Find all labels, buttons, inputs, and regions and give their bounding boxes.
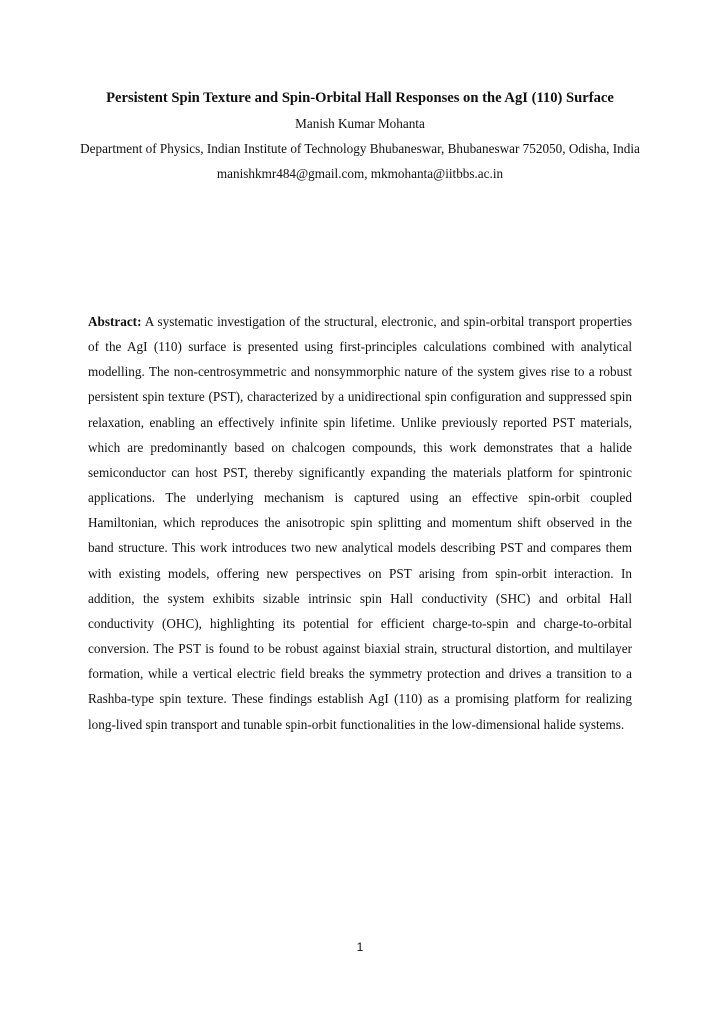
author-name: Manish Kumar Mohanta — [295, 116, 425, 131]
abstract-label: Abstract: — [88, 314, 142, 329]
paper-title: Persistent Spin Texture and Spin-Orbital Hall Responses on the AgI (110) Surface — [106, 90, 614, 106]
paper-header — [80, 86, 640, 186]
abstract-text: A systematic investigation of the structural, electronic, and spin-orbital transport properties of the AgI (110) surface is presented using first-principles calculations combined with analytical modelling. The non-centrosymmetric and nonsymmorphic nature of the system gives rise to a robust persistent spin texture (PST), characterized by a unidirectional spin configuration and suppressed spin relaxation, enabling an effectively infinite spin lifetime. Unlike previously reported PST materials, which are predominantly based on chalcogen compounds, this work demonstrates that a halide semiconductor can host PST, thereby significantly expanding the materials platform for spintronic applications. The underlying mechanism is captured using an effective spin-orbit coupled Hamiltonian, which reproduces the anisotropic spin splitting and momentum shift observed in the band structure. This work introduces two new analytical models describing PST and compares them with existing models, offering new perspectives on PST arising from spin-orbit interaction. In addition, the system exhibits sizable intrinsic spin Hall conductivity (SHC) and orbital Hall conductivity (OHC), highlighting its potential for efficient charge-to-spin and charge-to-orbital conversion. The PST is found to be robust against biaxial strain, structural distortion, and multilayer formation, while a vertical electric field breaks the symmetry protection and drives a transition to a Rashba-type spin texture. These findings establish AgI (110) as a promising platform for realizing long-lived spin transport and tunable spin-orbit functionalities in the low-dimensional halide systems. — [88, 314, 632, 732]
author-affiliation: Department of Physics, Indian Institute of Technology Bhubaneswar, Bhubaneswar 752050, Odisha, India — [80, 141, 640, 156]
page-number: 1 — [356, 940, 364, 954]
author-emails: manishkmr484@gmail.com, mkmohanta@iitbbs.ac.in — [216, 166, 504, 181]
abstract — [88, 309, 632, 737]
